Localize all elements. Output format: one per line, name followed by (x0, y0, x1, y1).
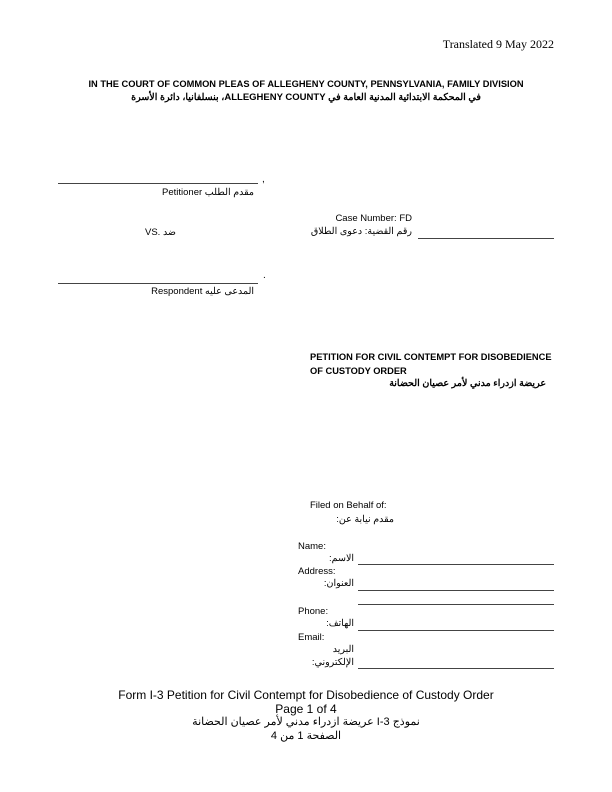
translation-date: Translated 9 May 2022 (442, 37, 554, 51)
address-field-line-1[interactable] (358, 590, 554, 591)
footer-page-number: Page 1 of 4 (275, 702, 337, 716)
filed-on-behalf-label: Filed on Behalf of: (310, 500, 387, 511)
petitioner-comma: , (262, 174, 265, 185)
case-number-label: Case Number: FD (335, 213, 412, 224)
phone-label: Phone: (298, 606, 329, 617)
email-label-arabic-line-2: الإلكتروني: (311, 657, 354, 668)
filed-on-behalf-label-arabic: مقدم نيابة عن: (336, 514, 394, 525)
respondent-period: . (263, 270, 266, 281)
petition-title-line-2: OF CUSTODY ORDER (310, 366, 407, 376)
name-label-arabic: الاسم: (329, 553, 354, 564)
petitioner-label: Petitioner مقدم الطلب (162, 187, 254, 198)
address-label-arabic: العنوان: (323, 578, 354, 589)
court-title-arabic: في المحكمة الابتدائية المدنية العامة في ALLEGHENY COUNTY، بنسلفانيا، دائرة الأسرة (131, 92, 481, 103)
name-field-line[interactable] (358, 564, 554, 565)
email-label-arabic-line-1: البريد (332, 644, 354, 655)
respondent-name-line[interactable] (58, 283, 258, 284)
respondent-label: Respondent المدعى عليه (151, 286, 254, 297)
footer-form-title-arabic: نموذج I-3 عريضة ازدراء مدني لأمر عصيان الحضانة (192, 716, 420, 728)
name-label: Name: (298, 541, 326, 552)
versus-label: VS. ضد (144, 227, 176, 238)
petition-title-arabic: عريضة ازدراء مدني لأمر عصيان الحضانة (389, 378, 546, 389)
petitioner-name-line[interactable] (58, 183, 258, 184)
case-number-label-arabic: رقم القضية: دعوى الطلاق (310, 226, 412, 237)
email-field-line[interactable] (358, 668, 554, 669)
case-number-line[interactable] (418, 238, 554, 239)
address-field-line-2[interactable] (358, 604, 554, 605)
footer-form-title: Form I-3 Petition for Civil Contempt for Disobedience of Custody Order (118, 688, 494, 702)
address-label: Address: (298, 566, 336, 577)
court-title-english: IN THE COURT OF COMMON PLEAS OF ALLEGHENY COUNTY, PENNSYLVANIA, FAMILY DIVISION (88, 79, 524, 89)
email-label: Email: (298, 632, 325, 643)
petition-title-line-1: PETITION FOR CIVIL CONTEMPT FOR DISOBEDIENCE (310, 352, 552, 362)
footer-page-number-arabic: الصفحة 1 من 4 (270, 730, 342, 742)
phone-field-line[interactable] (358, 630, 554, 631)
phone-label-arabic: الهاتف: (326, 618, 354, 629)
